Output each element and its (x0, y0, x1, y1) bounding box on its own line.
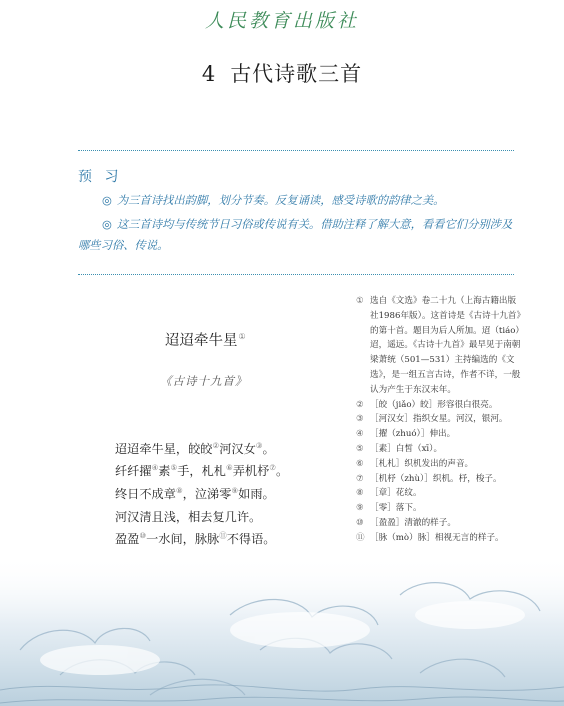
preview-item (78, 214, 514, 256)
footnote-item (356, 398, 524, 413)
preview-item-text: 为三首诗找出韵脚，划分节奏。反复诵读，感受诗歌的韵律之美。 (116, 194, 445, 207)
footnote-number: ⑤ (356, 443, 364, 454)
lesson-title (0, 58, 564, 88)
footnote-number: ④ (356, 429, 364, 440)
footnote-marker: ① (238, 332, 246, 342)
poem-title (165, 329, 246, 350)
footnote-text: ［札札］织机发出的声音。 (370, 458, 474, 469)
footnote-number: ⑦ (356, 473, 364, 484)
footnote-text: 选自《文选》卷二十九（上海古籍出版社1986年版）。这首诗是《古诗十九首》的第十首。题目为后人所加。迢（tiáo）迢，遥远。《古诗十九首》最早见于南朝梁萧统（501—531）主持编选的《文选》，是一组五言古诗，作者不详，一般认为产生于东汉末年。 (370, 296, 525, 395)
footnote-text: ［机杼（zhù）］织机。杼，梭子。 (370, 473, 502, 484)
footnote-text: ［章］花纹。 (370, 488, 422, 499)
poem-title-text: 迢迢牵牛星 (165, 333, 238, 349)
poem-line (115, 462, 288, 479)
footnote-item (356, 427, 524, 442)
preview-heading: 预 习 (78, 169, 123, 185)
poem-line-text: 迢迢牵牛星，皎皎 (115, 442, 213, 456)
footnote-text: ［河汉女］指织女星。河汉，银河。 (370, 414, 508, 425)
footnote-text: ［素］白皙（xī）。 (370, 443, 443, 454)
footnote-item (356, 442, 524, 457)
footnote-item (356, 472, 524, 487)
footnote-item (356, 294, 524, 398)
footnote-number: ③ (356, 414, 364, 425)
footnote-text: ［盈盈］清澈的样子。 (370, 517, 456, 528)
publisher-name: 人民教育出版社 (204, 10, 359, 32)
lesson-title-text: 古代诗歌三首 (230, 62, 363, 86)
footnote-item (356, 412, 524, 427)
footnote-item (356, 457, 524, 472)
footnote-marker: ⑤ (170, 462, 178, 472)
footnote-text: ［擢（zhuó）］伸出。 (370, 429, 456, 440)
footnote-number: ⑩ (356, 517, 364, 528)
poem-source: 《古诗十九首》 (160, 374, 248, 388)
footnote-item (356, 486, 524, 501)
footnote-number: ⑨ (356, 503, 364, 514)
poem-line-text: 如雨。 (238, 487, 275, 501)
footnote-number: ⑥ (356, 458, 364, 469)
poem-line-text: 手，札札 (177, 464, 226, 478)
poem-line-text: 素 (158, 464, 171, 478)
preview-bullet-icon: ◎ (102, 194, 112, 207)
footnote-number: ② (356, 399, 364, 410)
poem-line-text: 纤纤擢 (115, 464, 152, 478)
poem-line (115, 508, 261, 525)
poem-line-text: 河汉清且浅，相去复几许。 (115, 510, 262, 524)
poem-line (115, 485, 275, 502)
preview-top-rule (78, 150, 514, 151)
footnote-item (356, 516, 524, 531)
footnote-marker: ② (212, 440, 220, 450)
footnotes (356, 294, 524, 546)
footnote-number: ⑧ (356, 488, 364, 499)
poem-line-text: 。 (276, 464, 289, 478)
poem-line-text: 河汉女 (219, 442, 256, 456)
footnote-marker: ④ (151, 462, 159, 472)
poem-line-text: 不得语。 (226, 532, 276, 547)
footnote-text: ［皎（jiǎo）皎］形容很白很亮。 (370, 399, 498, 410)
preview-bottom-rule (78, 274, 514, 275)
poem-line-text: 盈盈 (115, 532, 140, 547)
footnote-number: ⑪ (356, 532, 365, 543)
footnote-marker: ⑨ (231, 485, 239, 495)
footnote-marker: ⑦ (269, 462, 276, 472)
footnote-marker: ⑥ (225, 462, 233, 472)
poem-line-text: 终日不成章 (115, 487, 176, 501)
poem-line (115, 440, 275, 457)
footnote-text: ［脉（mò）脉］相视无言的样子。 (370, 532, 504, 543)
footnote-item (356, 531, 524, 546)
poem-line-text: 弄机杼 (232, 464, 270, 478)
footnote-marker: ⑩ (139, 531, 147, 540)
cloud-illustration (0, 555, 564, 706)
poem-line-text: 一水间，脉脉 (146, 532, 220, 547)
preview-bullet-icon: ◎ (102, 218, 112, 231)
poem-line-text: 。 (262, 442, 275, 456)
poem-line (115, 530, 275, 547)
footnote-marker: ③ (255, 440, 263, 450)
footnote-marker: ⑪ (219, 531, 227, 540)
footnote-item (356, 501, 524, 516)
footnote-marker: ⑧ (175, 485, 183, 495)
lesson-number: 4 (201, 62, 217, 86)
poem-line-text: ，泣涕零 (182, 487, 232, 501)
footnote-text: ［零］落下。 (370, 503, 422, 514)
preview-item-text: 这三首诗均与传统节日习俗或传说有关。借助注释了解大意，看看它们分别涉及哪些习俗、传说。 (78, 218, 513, 252)
footnote-number: ① (356, 296, 364, 306)
preview-item (78, 190, 514, 211)
